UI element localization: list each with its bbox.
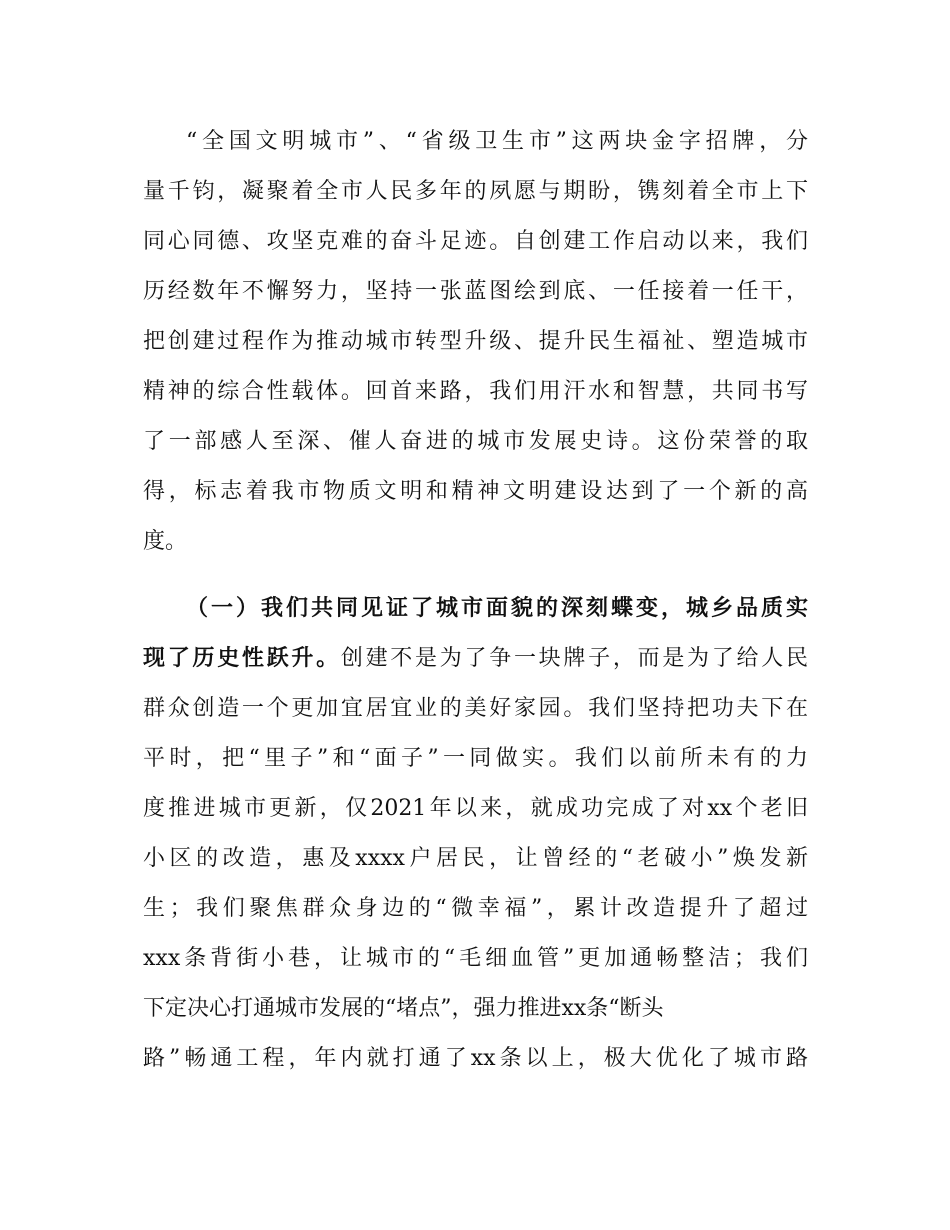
- text-line: xxx条背街小巷，让城市的“毛细血管”更加通畅整洁；我们: [143, 946, 808, 971]
- text-line: 平时，把“里子”和“面子”一同做实。我们以前所未有的力: [143, 746, 808, 771]
- text-segment: 创建不是为了争一块牌子，而是为了给人民: [340, 646, 808, 671]
- text-line: 度。: [143, 529, 188, 554]
- section-heading-line: （一）我们共同见证了城市面貌的深刻蝶变，城乡品质实: [186, 596, 808, 621]
- paragraph-section-one: [143, 584, 808, 1084]
- text-line: [143, 634, 808, 684]
- document-page: [143, 117, 808, 1084]
- paragraph-intro: [143, 117, 808, 567]
- text-line: 得，标志着我市物质文明和精神文明建设达到了一个新的高: [143, 479, 808, 504]
- text-line: 把创建过程作为推动城市转型升级、提升民生福祉、塑造城市: [143, 329, 808, 354]
- text-line: 历经数年不懈努力，坚持一张蓝图绘到底、一任接着一任干，: [143, 279, 808, 304]
- text-line: 精神的综合性载体。回首来路，我们用汗水和智慧，共同书写: [143, 379, 808, 404]
- text-line: 生；我们聚焦群众身边的“微幸福”，累计改造提升了超过: [143, 896, 808, 921]
- text-line: 群众创造一个更加宜居宜业的美好家园。我们坚持把功夫下在: [143, 696, 808, 721]
- text-line: 度推进城市更新，仅2021年以来，就成功完成了对xx个老旧: [143, 796, 808, 821]
- text-line: 了一部感人至深、催人奋进的城市发展史诗。这份荣誉的取: [143, 429, 808, 454]
- text-line: “全国文明城市”、“省级卫生市”这两块金字招牌，分: [186, 129, 808, 154]
- section-heading-end: 现了历史性跃升。: [143, 646, 341, 671]
- text-line: 量千钧，凝聚着全市人民多年的夙愿与期盼，镌刻着全市上下: [143, 179, 808, 204]
- text-line: 小区的改造，惠及xxxx户居民，让曾经的“老破小”焕发新: [143, 846, 808, 871]
- text-line: 下定决心打通城市发展的“堵点”，强力推进xx条“断头: [143, 996, 664, 1021]
- text-line: 同心同德、攻坚克难的奋斗足迹。自创建工作启动以来，我们: [143, 229, 808, 254]
- text-line: 路”畅通工程，年内就打通了xx条以上，极大优化了城市路: [143, 1046, 808, 1071]
